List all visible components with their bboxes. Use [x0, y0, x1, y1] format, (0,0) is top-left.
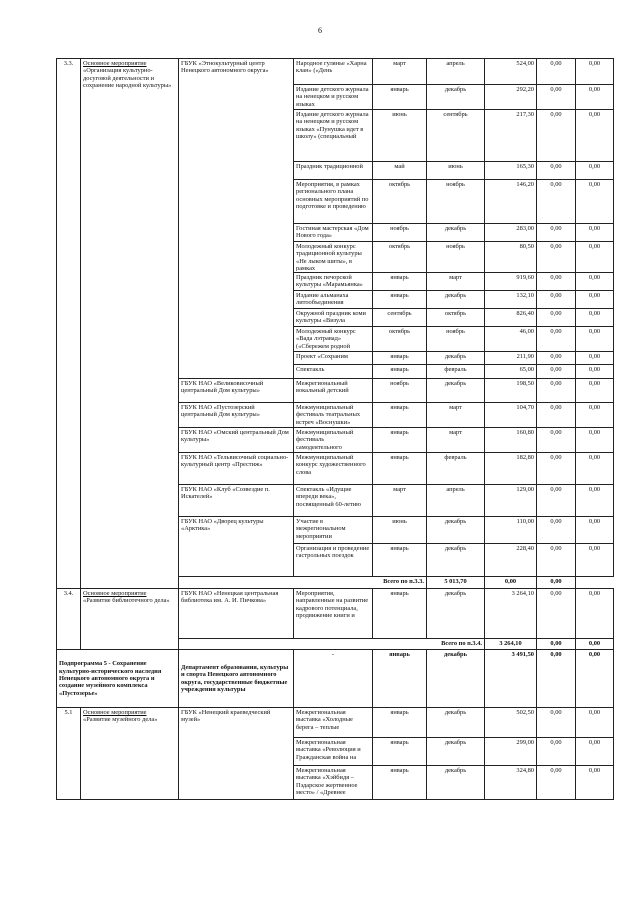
- start-month: октябрь: [373, 180, 427, 224]
- event-name-text: Спектакль: [296, 366, 325, 373]
- amount-value: 324,80: [485, 766, 537, 800]
- event-name: [294, 544, 373, 577]
- end-month: ноябрь: [427, 242, 485, 273]
- subprogram-event: -: [294, 650, 373, 708]
- start-month: январь: [373, 273, 427, 291]
- main-event-title: «Развитие музейного дела»: [83, 716, 158, 724]
- event-name: [294, 379, 373, 403]
- value-col-2: 0,00: [576, 85, 614, 110]
- subtotal-value-2: 0,00: [576, 639, 614, 650]
- end-month: июнь: [427, 162, 485, 180]
- start-month: январь: [373, 85, 427, 110]
- table-row: [57, 589, 614, 639]
- value-col-2: 0,00: [576, 403, 614, 428]
- value-col-1: 0,00: [537, 110, 576, 162]
- value-col-1: 0,00: [537, 650, 576, 708]
- event-name: [294, 59, 373, 85]
- end-month: декабрь: [427, 352, 485, 365]
- event-name-text: Организация и проведение гастрольных поездок: [296, 545, 370, 560]
- end-month: декабрь: [427, 708, 485, 738]
- event-name: [294, 224, 373, 242]
- main-event-cell: [81, 589, 179, 650]
- event-name-text: Издание детского журнала на ненецком и русском языках: [296, 86, 369, 108]
- event-name: [294, 180, 373, 224]
- value-col-1: 0,00: [537, 291, 576, 309]
- value-col-1: 0,00: [537, 738, 576, 766]
- value-col-1: 0,00: [537, 162, 576, 180]
- value-col-2: 0,00: [576, 365, 614, 379]
- start-month: январь: [373, 544, 427, 577]
- end-month: декабрь: [427, 224, 485, 242]
- event-name-text: Гостиная мастерская «Дом Нового года»: [296, 225, 369, 240]
- amount-value: 211,90: [485, 352, 537, 365]
- start-month: март: [373, 485, 427, 517]
- value-col-1: 0,00: [537, 59, 576, 85]
- amount-value: 826,40: [485, 309, 537, 327]
- subtotal-amount: 5 013,70: [427, 577, 485, 589]
- value-col-1: 0,00: [537, 766, 576, 800]
- event-name-text: Мероприятия, направленные на развитие кадрового потенциала, продвижение книги и: [296, 590, 369, 620]
- value-col-2: 0,00: [576, 180, 614, 224]
- end-month: декабрь: [427, 589, 485, 639]
- start-month: январь: [373, 352, 427, 365]
- value-col-2: 0,00: [576, 485, 614, 517]
- value-col-1: 0,00: [537, 517, 576, 544]
- end-month: февраль: [427, 453, 485, 485]
- end-month: декабрь: [427, 650, 485, 708]
- amount-value: 46,00: [485, 327, 537, 352]
- value-col-2: 0,00: [576, 589, 614, 639]
- amount-value: 198,50: [485, 379, 537, 403]
- event-name-text: Молодежный конкурс «Вада лэтравад» («Сбережем родной: [296, 328, 356, 350]
- value-col-2: 0,00: [576, 738, 614, 766]
- value-col-2: 0,00: [576, 544, 614, 577]
- event-name: [294, 589, 373, 639]
- value-col-1: 0,00: [537, 379, 576, 403]
- value-col-1: 0,00: [537, 309, 576, 327]
- start-month: май: [373, 162, 427, 180]
- end-month: декабрь: [427, 738, 485, 766]
- table-row: [57, 708, 614, 738]
- end-month: ноябрь: [427, 327, 485, 352]
- amount-value: 182,80: [485, 453, 537, 485]
- value-col-2: 0,00: [576, 428, 614, 453]
- amount-value: 3 491,50: [485, 650, 537, 708]
- start-month: ноябрь: [373, 224, 427, 242]
- amount-value: 502,50: [485, 708, 537, 738]
- main-event-cell: [81, 708, 179, 800]
- start-month: январь: [373, 738, 427, 766]
- amount-value: 160,80: [485, 428, 537, 453]
- amount-value: 65,00: [485, 365, 537, 379]
- event-name: [294, 708, 373, 738]
- event-name-text: Мероприятия, в рамках регионального плана основных мероприятий по подготовке и проведению: [296, 181, 369, 211]
- end-month: декабрь: [427, 379, 485, 403]
- subtotal-label: Всего по п.3.4.: [179, 639, 485, 650]
- start-month: январь: [373, 589, 427, 639]
- start-month: октябрь: [373, 242, 427, 273]
- subtotal-label: Всего по п.3.3.: [179, 577, 427, 589]
- value-col-1: 0,00: [537, 544, 576, 577]
- amount-value: 104,70: [485, 403, 537, 428]
- start-month: июнь: [373, 110, 427, 162]
- event-name: [294, 766, 373, 800]
- amount-value: 3 264,10: [485, 589, 537, 639]
- amount-value: 292,20: [485, 85, 537, 110]
- value-col-1: 0,00: [537, 85, 576, 110]
- event-name-text: Народное гулянье «Харна клан» («День: [296, 60, 367, 75]
- organization-name: ГБУК «Этнокультурный центр Ненецкого автономного округа»: [179, 59, 294, 379]
- event-name: [294, 110, 373, 162]
- start-month: октябрь: [373, 327, 427, 352]
- organization-name: ГБУК НАО «Пустозерский центральный Дом культуры»: [179, 403, 294, 428]
- event-name-text: Межрегиональная выставка «Революция и Гражданская война на: [296, 739, 361, 761]
- event-name: [294, 738, 373, 766]
- amount-value: 80,50: [485, 242, 537, 273]
- organization-name: ГБУК НАО «Ненецкая центральная библиотека им. А. И. Пичкова»: [179, 589, 294, 639]
- page-number: 6: [318, 26, 322, 35]
- value-col-2: 0,00: [576, 650, 614, 708]
- budget-table: [56, 58, 614, 800]
- event-name-text: Праздник печорской культуры «Марамьянка»: [296, 274, 363, 289]
- end-month: декабрь: [427, 291, 485, 309]
- value-col-2: 0,00: [576, 517, 614, 544]
- event-name: [294, 352, 373, 365]
- start-month: январь: [373, 650, 427, 708]
- value-col-1: 0,00: [537, 428, 576, 453]
- end-month: апрель: [427, 485, 485, 517]
- event-name-text: Межрегиональная выставка «Холодные берега – теплые: [296, 709, 353, 731]
- main-event-cell: [81, 59, 179, 589]
- end-month: апрель: [427, 59, 485, 85]
- start-month: январь: [373, 766, 427, 800]
- section-number: 3.4.: [57, 589, 81, 650]
- event-name: [294, 291, 373, 309]
- event-name: [294, 273, 373, 291]
- start-month: январь: [373, 291, 427, 309]
- value-col-2: 0,00: [576, 766, 614, 800]
- organization-name: ГБУК «Ненецкий краеведческий музей»: [179, 708, 294, 800]
- value-col-1: 0,00: [537, 180, 576, 224]
- main-event-prefix: Основное мероприятие: [83, 590, 147, 598]
- start-month: январь: [373, 428, 427, 453]
- end-month: март: [427, 428, 485, 453]
- value-col-1: 0,00: [537, 365, 576, 379]
- amount-value: 919,60: [485, 273, 537, 291]
- event-name: [294, 327, 373, 352]
- event-name-text: Межрегиональный вокальный детский: [296, 380, 349, 395]
- subprogram-row: [57, 650, 614, 708]
- event-name-text: Межмуниципальный фестиваль театральных встреч «Воснушки»: [296, 404, 361, 426]
- start-month: январь: [373, 453, 427, 485]
- value-col-1: 0,00: [537, 589, 576, 639]
- value-col-1: 0,00: [537, 708, 576, 738]
- event-name-text: Окружной праздник коми культуры «Визула: [296, 310, 366, 325]
- amount-value: 165,30: [485, 162, 537, 180]
- subtotal-amount: 3 264,10: [485, 639, 537, 650]
- value-col-2: 0,00: [576, 379, 614, 403]
- amount-value: 283,00: [485, 224, 537, 242]
- value-col-2: 0,00: [576, 110, 614, 162]
- end-month: март: [427, 273, 485, 291]
- start-month: ноябрь: [373, 379, 427, 403]
- start-month: январь: [373, 403, 427, 428]
- end-month: декабрь: [427, 544, 485, 577]
- main-event-prefix: Основное мероприятие: [83, 60, 147, 67]
- main-event-title: «Развитие библиотечного дела»: [83, 597, 170, 605]
- event-name-text: Спектакль «Идущие впереди века», посвященный 60-летию: [296, 486, 361, 508]
- section-number: 5.1: [57, 708, 81, 800]
- end-month: март: [427, 403, 485, 428]
- event-name: [294, 309, 373, 327]
- value-col-1: 0,00: [537, 403, 576, 428]
- value-col-2: 0,00: [576, 242, 614, 273]
- start-month: март: [373, 59, 427, 85]
- end-month: октябрь: [427, 309, 485, 327]
- end-month: ноябрь: [427, 180, 485, 224]
- value-col-1: 0,00: [537, 224, 576, 242]
- value-col-2: 0,00: [576, 352, 614, 365]
- event-name-text: Издание детского журнала на ненецком и русском языках «Пунушка идет в школу» (специальный: [296, 111, 369, 141]
- value-col-1: 0,00: [537, 485, 576, 517]
- value-col-2: 0,00: [576, 327, 614, 352]
- amount-value: 146,20: [485, 180, 537, 224]
- event-name: [294, 365, 373, 379]
- organization-name: ГБУК НАО «Великовисочный центральный Дом культуры»: [179, 379, 294, 403]
- event-name: [294, 242, 373, 273]
- end-month: февраль: [427, 365, 485, 379]
- organization-name: ГБУК НАО «Омский центральный Дом культуры»: [179, 428, 294, 453]
- value-col-2: 0,00: [576, 273, 614, 291]
- start-month: январь: [373, 708, 427, 738]
- value-col-2: 0,00: [576, 162, 614, 180]
- main-event-prefix: Основное мероприятие: [83, 709, 147, 717]
- event-name: [294, 517, 373, 544]
- main-event-title: «Организация культурно-досуговой деятельности и сохранение народной культуры»: [83, 67, 172, 90]
- amount-value: 110,00: [485, 517, 537, 544]
- start-month: сентябрь: [373, 309, 427, 327]
- value-col-1: 0,00: [537, 453, 576, 485]
- event-name-text: Праздник традиционной: [296, 163, 363, 170]
- table-row: [57, 59, 614, 85]
- event-name: [294, 428, 373, 453]
- event-name-text: Проект «Сохраним: [296, 353, 348, 360]
- value-col-2: 0,00: [576, 59, 614, 85]
- subtotal-value-1: 0,00: [537, 639, 576, 650]
- subprogram-organization: Департамент образования, культуры и спорта Ненецкого автономного округа, государственные бюджетные учреждения культуры: [179, 650, 294, 708]
- amount-value: 228,40: [485, 544, 537, 577]
- value-col-2: 0,00: [576, 708, 614, 738]
- value-col-2: 0,00: [576, 309, 614, 327]
- amount-value: 129,00: [485, 485, 537, 517]
- value-col-1: 0,00: [537, 352, 576, 365]
- organization-name: ГБУК НАО «Тельвисочный социально-культурный центр «Престиж»: [179, 453, 294, 485]
- amount-value: 524,00: [485, 59, 537, 85]
- value-col-1: 0,00: [537, 327, 576, 352]
- value-col-1: 0,00: [537, 273, 576, 291]
- value-col-2: 0,00: [576, 453, 614, 485]
- start-month: январь: [373, 365, 427, 379]
- event-name-text: Межмуниципальный фестиваль самодеятельного: [296, 429, 354, 451]
- subtotal-value-2: 0,00: [537, 577, 576, 589]
- section-number: 3.3.: [57, 59, 81, 589]
- start-month: июнь: [373, 517, 427, 544]
- end-month: сентябрь: [427, 110, 485, 162]
- event-name: [294, 85, 373, 110]
- organization-name: ГБУК НАО «Клуб «Созвездие п. Искателей»: [179, 485, 294, 517]
- event-name-text: Издание альманаха литообъединения: [296, 292, 349, 307]
- organization-name: ГБУК НАО «Дворец культуры «Арктика»: [179, 517, 294, 577]
- event-name-text: Молодежный конкурс традиционной культуры «Не лыком шиты», в рамках: [296, 243, 362, 271]
- event-name-text: Участие в межрегиональном мероприятии: [296, 518, 346, 540]
- event-name: [294, 162, 373, 180]
- end-month: декабрь: [427, 517, 485, 544]
- subtotal-value-1: 0,00: [485, 577, 537, 589]
- subprogram-title: Подпрограмма 5 - Сохранение культурно-исторического наследия Ненецкого автономного округа и создание музейного комплекса «Пустозерье»: [57, 650, 179, 708]
- end-month: декабрь: [427, 85, 485, 110]
- amount-value: 132,10: [485, 291, 537, 309]
- amount-value: 299,00: [485, 738, 537, 766]
- amount-value: 217,30: [485, 110, 537, 162]
- end-month: декабрь: [427, 766, 485, 800]
- event-name-text: Межмуниципальный конкурс художественного слова: [296, 454, 366, 476]
- event-name-text: Межрегиональная выставка «Хэйбидя – Пэдарское жертвенное место» / «Древнее: [296, 767, 358, 797]
- event-name: [294, 485, 373, 517]
- value-col-2: 0,00: [576, 291, 614, 309]
- value-col-2: 0,00: [576, 224, 614, 242]
- event-name: [294, 453, 373, 485]
- value-col-1: 0,00: [537, 242, 576, 273]
- event-name: [294, 403, 373, 428]
